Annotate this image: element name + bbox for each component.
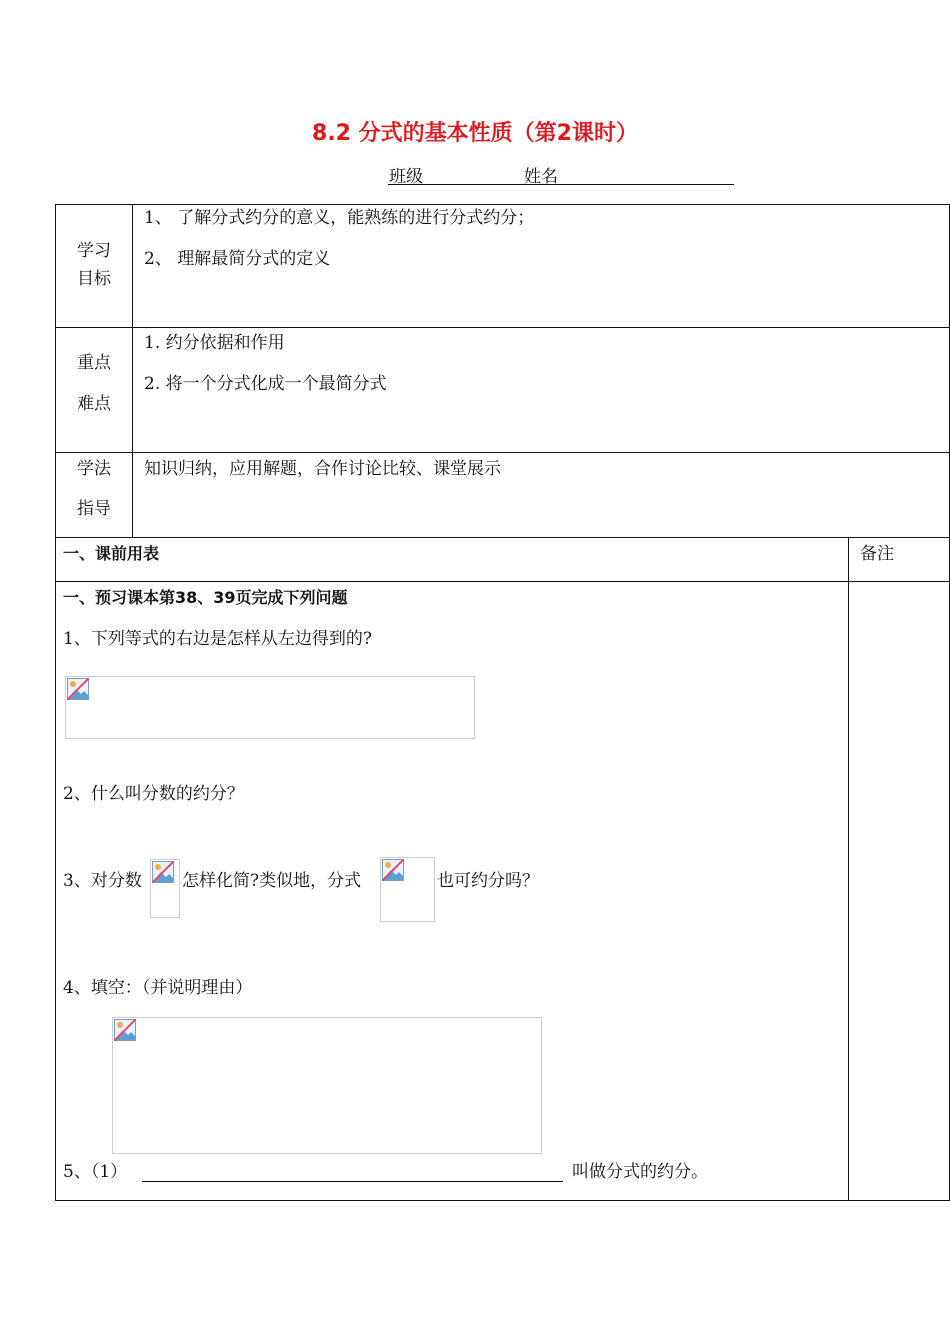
page-title: 8.2 分式的基本性质（第2课时） bbox=[312, 121, 638, 146]
row-divider bbox=[55, 581, 950, 582]
fill-blank-image bbox=[112, 1017, 542, 1154]
row-divider bbox=[55, 327, 950, 328]
question-3-part2: 怎样化简?类似地，分式 bbox=[182, 871, 362, 891]
question-5-prefix: 5、（1） bbox=[63, 1162, 128, 1182]
goals-label-1: 学习 bbox=[77, 241, 111, 261]
notes-label: 备注 bbox=[860, 544, 894, 564]
goal-item-2: 2、 理解最简分式的定义 bbox=[144, 249, 331, 269]
column-divider bbox=[132, 204, 133, 537]
preview-heading: 一、预习课本第38、39页完成下列问题 bbox=[63, 588, 348, 607]
focus-item-2: 2. 将一个分式化成一个最简分式 bbox=[144, 374, 387, 394]
class-label: 班级 bbox=[389, 167, 423, 187]
question-3-part3: 也可约分吗？ bbox=[437, 871, 539, 891]
method-label-1: 学法 bbox=[77, 459, 111, 479]
column-divider bbox=[848, 537, 849, 1201]
section-heading: 一、课前用表 bbox=[63, 544, 160, 563]
question-5-suffix: 叫做分式的约分。 bbox=[572, 1162, 708, 1182]
name-label: 姓名 bbox=[524, 167, 558, 187]
question-1: 1、下列等式的右边是怎样从左边得到的? bbox=[63, 629, 372, 649]
question-4: 4、填空：（并说明理由） bbox=[63, 978, 253, 998]
equation-image-1 bbox=[65, 676, 475, 739]
broken-image-icon bbox=[152, 861, 174, 883]
goal-item-1: 1、 了解分式约分的意义，能熟练的进行分式约分； bbox=[144, 208, 535, 228]
fraction-image bbox=[150, 859, 180, 918]
question-3-part1: 3、对分数 bbox=[63, 871, 142, 891]
row-divider bbox=[55, 452, 950, 453]
goals-label-2: 目标 bbox=[77, 269, 111, 289]
row-divider bbox=[55, 537, 950, 538]
method-label-2: 指导 bbox=[77, 499, 111, 519]
focus-item-1: 1. 约分依据和作用 bbox=[144, 333, 285, 353]
broken-image-icon bbox=[382, 859, 404, 881]
question-2: 2、什么叫分数的约分？ bbox=[63, 784, 244, 804]
focus-label-2: 难点 bbox=[77, 394, 111, 414]
answer-blank-line[interactable] bbox=[142, 1181, 563, 1182]
broken-image-icon bbox=[67, 678, 89, 700]
class-name-line bbox=[388, 162, 734, 185]
algebraic-fraction-image bbox=[380, 857, 435, 922]
broken-image-icon bbox=[114, 1019, 136, 1041]
method-text: 知识归纳，应用解题，合作讨论比较、课堂展示 bbox=[144, 459, 501, 479]
focus-label-1: 重点 bbox=[77, 353, 111, 373]
